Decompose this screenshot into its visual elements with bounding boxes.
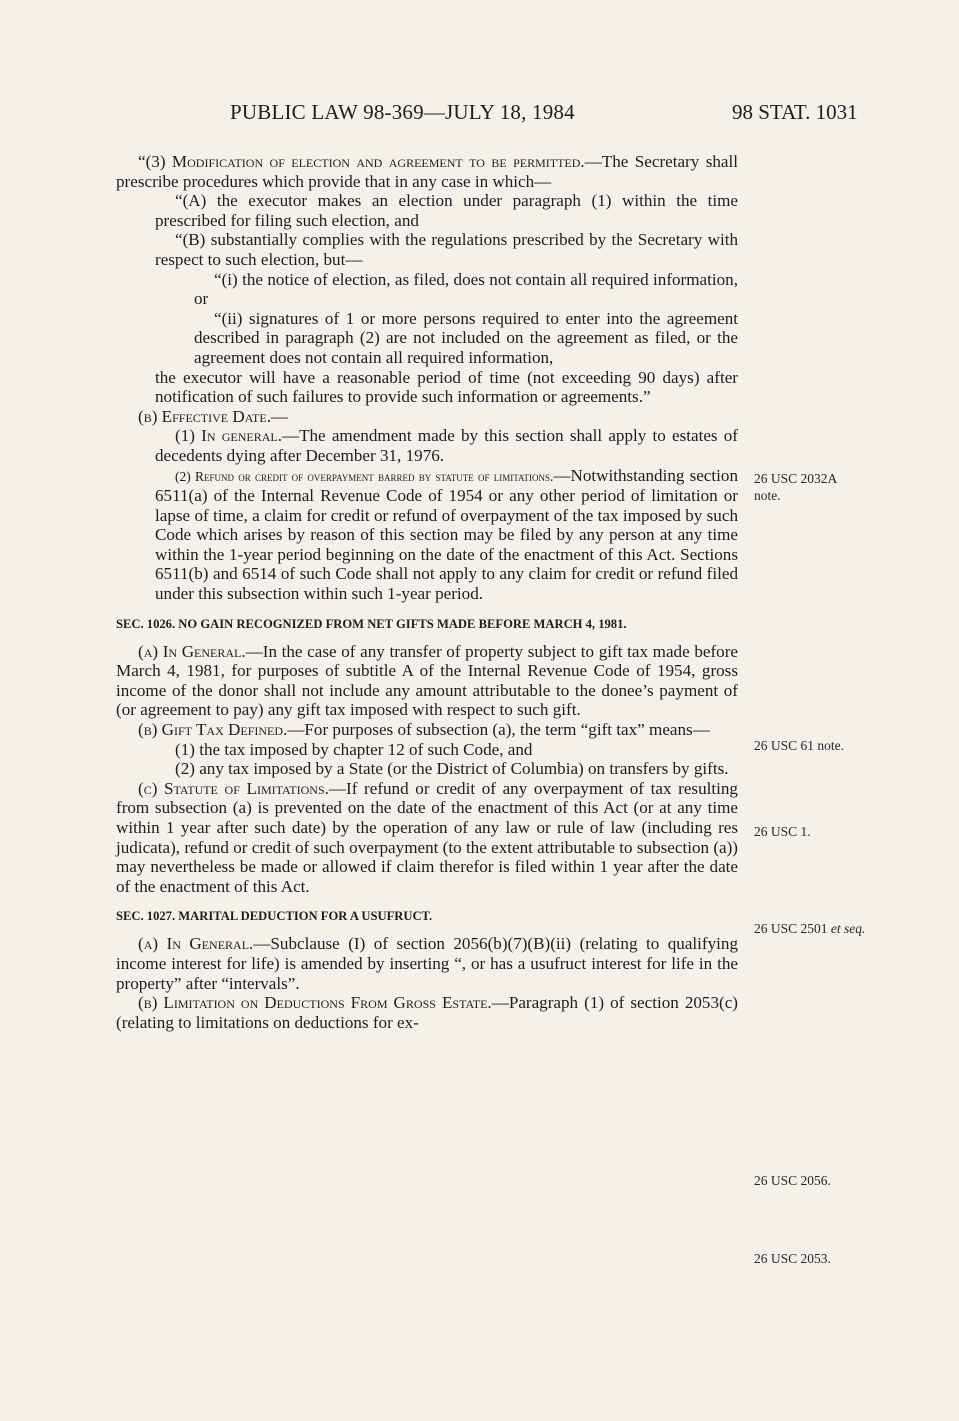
paragraph-text: —In the case of any transfer of property subject to gift tax made before March 4, 1981, for purposes of subtitle A of the Internal Revenue Code of 1954, gross income of the donor shall not include any amount attributable to the donee’s payment of (or agreement to pay) any gift tax imposed with respect to such gift.: [116, 641, 738, 720]
paragraph-heading: (a) In General.: [138, 934, 254, 954]
paragraph-heading: (a) In General.: [138, 641, 246, 661]
paragraph-heading: (b) Limitation on Deductions From Gross Estate.: [138, 993, 492, 1013]
header-title: PUBLIC LAW 98-369—JULY 18, 1984: [230, 100, 575, 124]
paragraph-heading: (2) Refund or credit of overpayment barred by statute of limitations.: [175, 468, 554, 484]
paragraph-2-refund: [116, 466, 738, 604]
paragraph-b-gift-tax-defined: [116, 720, 738, 740]
section-1027-heading: SEC. 1027. MARITAL DEDUCTION FOR A USUFRUCT.: [116, 909, 433, 924]
paragraph-b-effective-date: [116, 407, 738, 427]
margin-note-text: 26 USC 2501: [754, 921, 831, 936]
paragraph-b-limitation: [116, 993, 738, 1032]
paragraph-a-executor: “(A) the executor makes an election under paragraph (1) within the time prescribed for filing such election, and: [155, 191, 738, 230]
paragraph-heading: “(3) Modification of election and agreement to be permitted.: [138, 152, 585, 171]
margin-note-italic: et seq.: [830, 921, 866, 936]
paragraph-text: —Notwithstanding section 6511(a) of the Internal Revenue Code of 1954 or any other period of limitation or lapse of time, a claim for credit or refund of overpayment of the tax imposed by such Code which arises by reason of this section may be filed by any person at any time within the 1-year period beginning on the date of the enactment of this Act. Sections 6511(b) and 6514 of such Code shall not apply to any claim for credit or refund filed under this subsection within such 1-year period.: [155, 465, 738, 604]
margin-note-2056: 26 USC 2056.: [754, 1173, 831, 1188]
margin-note-2032a: 26 USC 2032A note.: [754, 471, 837, 503]
paragraph-i-notice: “(i) the notice of election, as filed, does not contain all required information, or: [194, 269, 738, 309]
margin-note-1: 26 USC 1.: [754, 824, 811, 839]
paragraph-text: —For purposes of subsection (a), the term “gift tax” means—: [287, 720, 710, 740]
header-stat-reference: 98 STAT. 1031: [732, 100, 858, 124]
paragraph-heading: (c) Statute of Limitations.: [138, 778, 329, 798]
section-1026-heading: SEC. 1026. NO GAIN RECOGNIZED FROM NET GIFTS MADE BEFORE MARCH 4, 1981.: [116, 616, 627, 631]
paragraph-3-modification: [116, 152, 738, 191]
paragraph-ii-signatures: “(ii) signatures of 1 or more persons required to enter into the agreement described in paragraph (2) are not included on the agreement as filed, or the agreement does not contain all required information,: [194, 308, 738, 367]
paragraph-heading: (b) Gift Tax Defined.: [138, 720, 288, 740]
paragraph-1-chapter-12: (1) the tax imposed by chapter 12 of such Code, and: [175, 739, 533, 759]
paragraph-text: —: [271, 406, 289, 426]
page-header: [0, 100, 959, 128]
paragraph-a-in-general: [116, 642, 738, 720]
paragraph-text: —If refund or credit of any overpayment of tax resulting from subsection (a) is prevented on the date of the enactment of this Act (or at any time within 1 year after such date) by the operation of any law or rule of law (including res judicata), refund or credit of such overpayment (to the extent attributable to subsection (a)) may nevertheless be made or allowed if claim therefor is filed within 1 year after the date of the enactment of this Act.: [116, 778, 738, 896]
paragraph-c-statute: [116, 779, 738, 897]
paragraph-heading: (b) Effective Date.: [138, 406, 271, 426]
paragraph-text: —Paragraph (1) of section 2053(c) (relating to limitations on deductions for ex-: [116, 993, 738, 1032]
paragraph-b-complies: “(B) substantially complies with the regulations prescribed by the Secretary with respect to such election, but—: [155, 230, 738, 269]
margin-note-2053: 26 USC 2053.: [754, 1251, 831, 1266]
paragraph-text: —The amendment made by this section shall apply to estates of decedents dying after December 31, 1976.: [155, 426, 738, 465]
paragraph-a-usufruct: [116, 934, 738, 993]
body-text-column: [116, 152, 738, 1032]
paragraph-2-state-tax: (2) any tax imposed by a State (or the District of Columbia) on transfers by gifts.: [175, 759, 729, 779]
paragraph-executor-period: the executor will have a reasonable period of time (not exceeding 90 days) after notification of such failures to provide such information or agreements.”: [155, 367, 738, 407]
paragraph-1-in-general: [116, 426, 738, 465]
paragraph-text: —Subclause (I) of section 2056(b)(7)(B)(ii) (relating to qualifying income interest for life) is amended by inserting “, or has a usufruct interest for life in the property” after “intervals”.: [116, 934, 739, 993]
paragraph-text: —The Secretary shall prescribe procedures which provide that in any case in which—: [116, 152, 738, 191]
paragraph-heading: (1) In general.: [175, 426, 282, 446]
margin-note-2501: [754, 920, 874, 937]
margin-note-61: 26 USC 61 note.: [754, 738, 845, 753]
